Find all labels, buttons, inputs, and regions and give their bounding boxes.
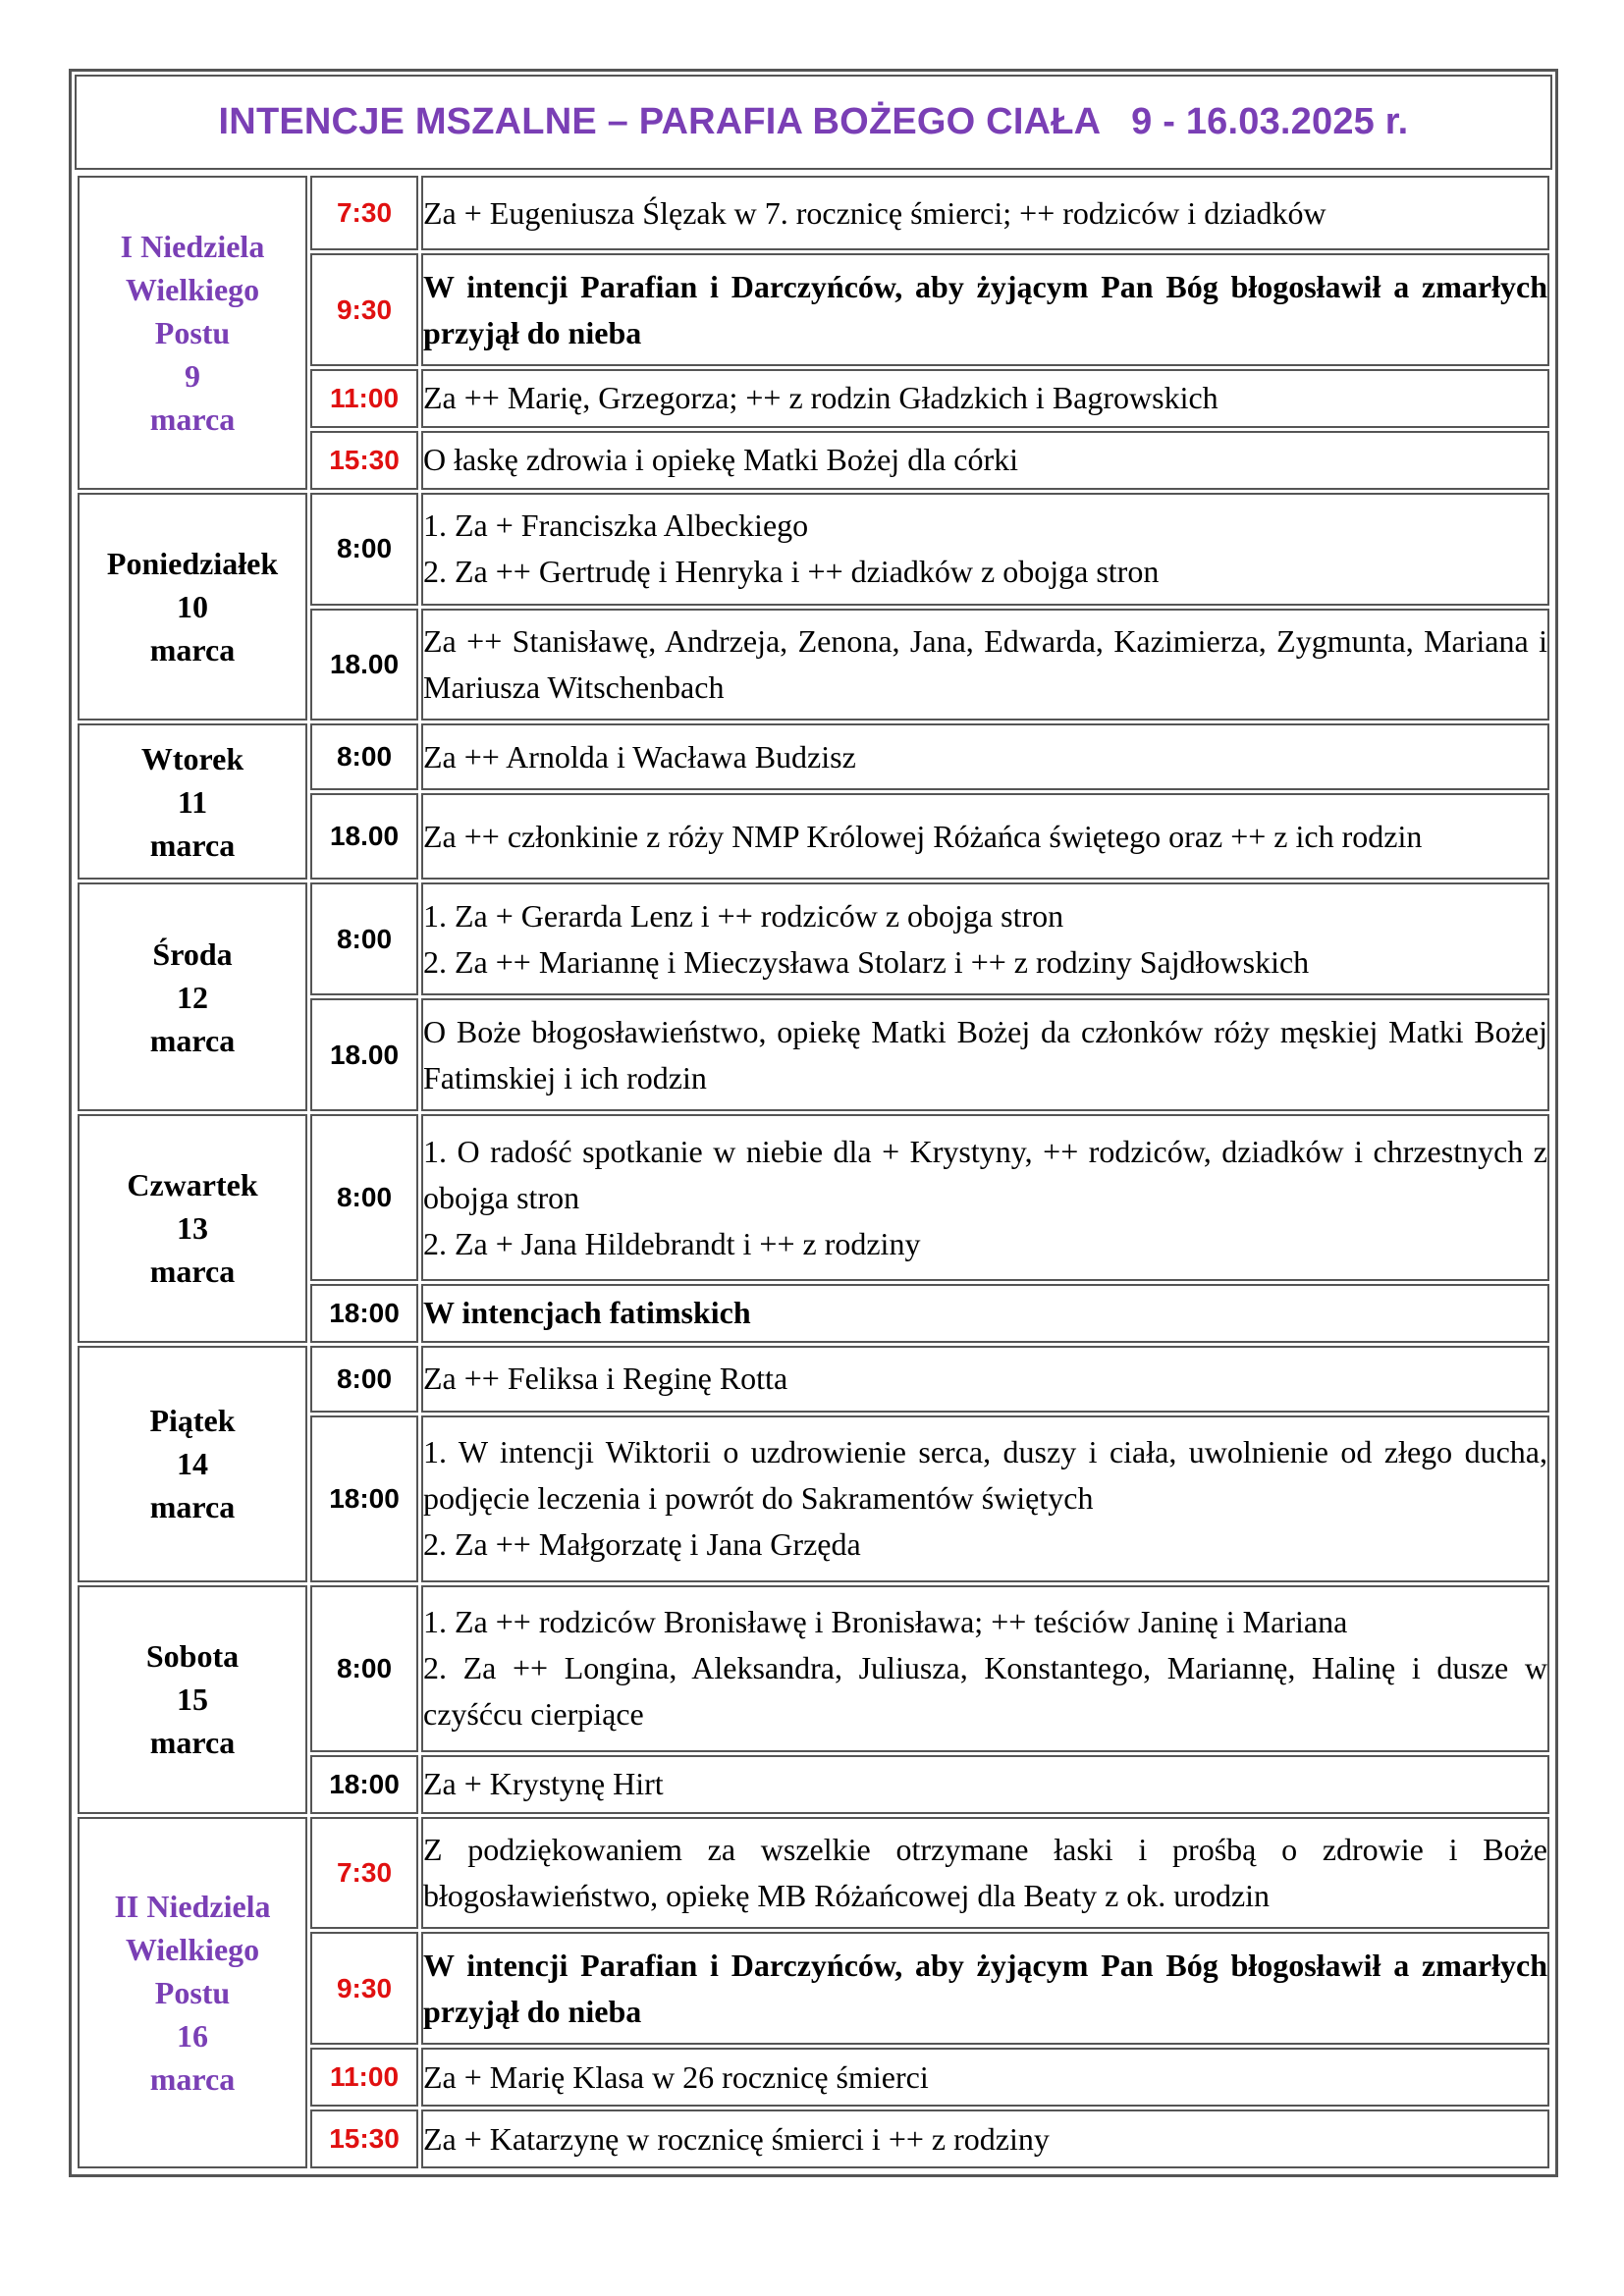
mass-time: 11:00 xyxy=(310,2048,418,2107)
intention-line: W intencji Parafian i Darczyńców, aby żyjącym Pan Bóg błogosławił a zmarłych przyjął do nieba xyxy=(423,268,1547,350)
day-label xyxy=(78,1346,307,1582)
day-label-line: Postu xyxy=(154,1974,231,2010)
day-label-line: marca xyxy=(149,1725,236,1761)
day-label xyxy=(78,493,307,721)
mass-intention xyxy=(421,998,1549,1111)
mass-intention xyxy=(421,723,1549,790)
mass-row xyxy=(78,176,1549,250)
intention-line: 2. Za + Jana Hildebrandt i ++ z rodziny xyxy=(423,1225,921,1261)
mass-time: 11:00 xyxy=(310,369,418,428)
mass-row xyxy=(78,1346,1549,1413)
intention-line: W intencjach fatimskich xyxy=(423,1295,751,1331)
intention-line: Za ++ Stanisławę, Andrzeja, Zenona, Jana, Edwarda, Kazimierza, Zygmunta, Mariana i Mariusza Witschenbach xyxy=(423,622,1547,705)
mass-intention xyxy=(421,882,1549,995)
mass-time: 8:00 xyxy=(310,1585,418,1752)
mass-intention xyxy=(421,793,1549,880)
mass-time: 8:00 xyxy=(310,493,418,606)
day-label xyxy=(78,1817,307,2168)
intention-line: 1. O radość spotkanie w niebie dla + Krystyny, ++ rodziców, dziadków i chrzestnych z obojga stron xyxy=(423,1133,1547,1215)
day-label-line: 9 xyxy=(185,357,200,394)
mass-time: 8:00 xyxy=(310,882,418,995)
day-label-line: marca xyxy=(149,1022,236,1058)
intention-line: 1. W intencji Wiktorii o uzdrowienie serca, duszy i ciała, uwolnienie od złego ducha, podjęcie leczenia i powrót do Sakramentów świętych xyxy=(423,1434,1547,1517)
mass-row xyxy=(78,1817,1549,1930)
mass-row xyxy=(78,1585,1549,1752)
intentions-table xyxy=(75,173,1552,2171)
intention-line: Za + Marię Klasa w 26 rocznicę śmierci xyxy=(423,2058,929,2095)
day-label-line: 13 xyxy=(177,1210,208,1247)
mass-intention xyxy=(421,493,1549,606)
intention-line: Z podziękowaniem za wszelkie otrzymane łaski i prośbą o zdrowie i Boże błogosławieństwo, opiekę MB Różańcowej dla Beaty z ok. urodzin xyxy=(423,1831,1547,1913)
mass-intention xyxy=(421,2048,1549,2107)
mass-intention xyxy=(421,1346,1549,1413)
day-label-line: Środa xyxy=(152,935,233,972)
day-label-line: 12 xyxy=(177,979,208,1015)
mass-time: 7:30 xyxy=(310,1817,418,1930)
intention-line: Za + Eugeniusza Ślęzak w 7. rocznicę śmierci; ++ rodziców i dziadków xyxy=(423,194,1326,231)
mass-row xyxy=(78,882,1549,995)
mass-intention xyxy=(421,1817,1549,1930)
mass-time: 8:00 xyxy=(310,1114,418,1281)
day-label-line: marca xyxy=(149,1489,236,1525)
mass-intention xyxy=(421,1114,1549,1281)
day-label-line: marca xyxy=(149,1254,236,1290)
mass-row xyxy=(78,723,1549,790)
day-label-line: marca xyxy=(149,400,236,437)
day-label-line: Wielkiego xyxy=(125,271,260,307)
mass-time: 18.00 xyxy=(310,998,418,1111)
mass-time: 15:30 xyxy=(310,2109,418,2168)
mass-row xyxy=(78,493,1549,606)
day-label-line: marca xyxy=(149,827,236,863)
mass-time: 18:00 xyxy=(310,1415,418,1582)
day-label-line: 10 xyxy=(177,589,208,624)
day-label-line: 15 xyxy=(177,1682,208,1718)
mass-intention xyxy=(421,1415,1549,1582)
mass-row xyxy=(78,1114,1549,1281)
mass-intention xyxy=(421,176,1549,250)
intention-line: Za ++ Feliksa i Reginę Rotta xyxy=(423,1361,788,1397)
day-label-line: 16 xyxy=(177,2017,208,2054)
intention-line: W intencji Parafian i Darczyńców, aby żyjącym Pan Bóg błogosławił a zmarłych przyjął do nieba xyxy=(423,1947,1547,2029)
intention-line: 2. Za ++ Longina, Aleksandra, Juliusza, Konstantego, Mariannę, Halinę i dusze w czyśćcu cierpiące xyxy=(423,1650,1547,1733)
day-label-line: Piątek xyxy=(149,1403,236,1439)
mass-time: 9:30 xyxy=(310,1932,418,2045)
intention-line: O Boże błogosławieństwo, opiekę Matki Bożej da członków róży męskiej Matki Bożej Fatimskiej i ich rodzin xyxy=(423,1013,1547,1095)
mass-time: 15:30 xyxy=(310,431,418,490)
day-label-line: marca xyxy=(149,632,236,667)
mass-intention xyxy=(421,253,1549,366)
intention-line: O łaskę zdrowia i opiekę Matki Bożej dla córki xyxy=(423,442,1019,478)
mass-time: 18.00 xyxy=(310,609,418,721)
day-label-line: II Niedziela xyxy=(114,1888,271,1924)
intention-line: 1. Za + Gerarda Lenz i ++ rodziców z obojga stron xyxy=(423,897,1064,934)
intention-line: 2. Za ++ Małgorzatę i Jana Grzęda xyxy=(423,1526,861,1563)
intention-line: Za ++ członkinie z róży NMP Królowej Różańca świętego oraz ++ z ich rodzin xyxy=(423,818,1423,854)
intention-line: 1. Za ++ rodziców Bronisławę i Bronisława; ++ teściów Janinę i Mariana xyxy=(423,1604,1348,1640)
page-title: INTENCJE MSZALNE – PARAFIA BOŻEGO CIAŁA 9 - 16.03.2025 r. xyxy=(75,75,1552,170)
day-label-line: marca xyxy=(149,2060,236,2097)
day-label-line: 14 xyxy=(177,1446,208,1482)
mass-time: 7:30 xyxy=(310,176,418,250)
intention-line: 1. Za + Franciszka Albeckiego xyxy=(423,507,809,544)
day-label-line: I Niedziela xyxy=(120,228,265,264)
mass-time: 18:00 xyxy=(310,1755,418,1814)
day-label-line: 11 xyxy=(177,783,208,820)
mass-time: 18.00 xyxy=(310,793,418,880)
day-label xyxy=(78,1585,307,1814)
intention-line: Za + Katarzynę w rocznicę śmierci i ++ z rodziny xyxy=(423,2120,1050,2157)
day-label-line: Wtorek xyxy=(140,740,244,776)
mass-time: 8:00 xyxy=(310,723,418,790)
day-label-line: Sobota xyxy=(145,1638,240,1675)
day-label xyxy=(78,882,307,1111)
mass-intention xyxy=(421,431,1549,490)
mass-time: 18:00 xyxy=(310,1284,418,1343)
day-label-line: Czwartek xyxy=(127,1167,258,1203)
mass-intention xyxy=(421,609,1549,721)
day-label-line: Wielkiego xyxy=(125,1931,260,1967)
mass-intention xyxy=(421,1755,1549,1814)
intention-line: 2. Za ++ Mariannę i Mieczysława Stolarz i ++ z rodziny Sajdłowskich xyxy=(423,943,1310,980)
day-label-line: Poniedziałek xyxy=(106,546,279,581)
day-label xyxy=(78,1114,307,1343)
intentions-sheet xyxy=(69,69,1558,2177)
mass-intention xyxy=(421,1932,1549,2045)
intention-line: Za ++ Marię, Grzegorza; ++ z rodzin Gładzkich i Bagrowskich xyxy=(423,380,1218,416)
mass-time: 8:00 xyxy=(310,1346,418,1413)
intention-line: Za ++ Arnolda i Wacława Budzisz xyxy=(423,738,856,774)
day-label-line: Postu xyxy=(154,314,231,350)
day-label xyxy=(78,176,307,490)
mass-intention xyxy=(421,1585,1549,1752)
mass-intention xyxy=(421,1284,1549,1343)
intention-line: 2. Za ++ Gertrudę i Henryka i ++ dziadków z obojga stron xyxy=(423,554,1160,590)
day-label xyxy=(78,723,307,880)
mass-time: 9:30 xyxy=(310,253,418,366)
mass-intention xyxy=(421,2109,1549,2168)
mass-intention xyxy=(421,369,1549,428)
intention-line: Za + Krystynę Hirt xyxy=(423,1766,664,1802)
